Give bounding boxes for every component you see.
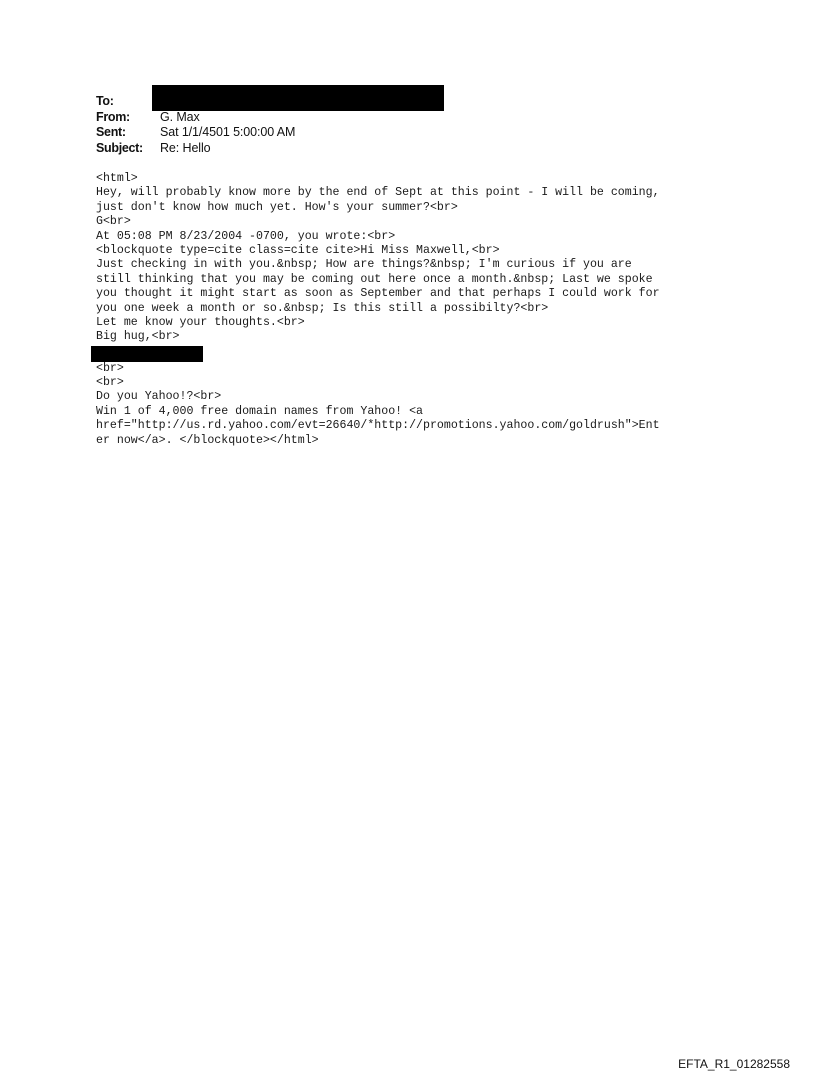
body-line: At 05:08 PM 8/23/2004 -0700, you wrote:<br> [96, 229, 396, 243]
body-line: <br> [96, 361, 124, 375]
from-label: From: [96, 109, 130, 124]
body-line: Hey, will probably know more by the end of Sept at this point - I will be coming, [96, 186, 660, 200]
sent-label: Sent: [96, 125, 126, 140]
body-line: Win 1 of 4,000 free domain names from Yahoo! <a [96, 404, 423, 418]
body-line: you one week a month or so.&nbsp; Is this still a possibilty?<br> [96, 301, 549, 315]
document-id: EFTA_R1_01282558 [678, 1057, 790, 1071]
body-line: <br> [96, 376, 124, 390]
body-line: just don't know how much yet. How's your summer?<br> [96, 200, 458, 214]
body-line: <blockquote type=cite class=cite cite>Hi Miss Maxwell,<br> [96, 243, 500, 257]
to-label: To: [96, 94, 114, 108]
body-line: G<br> [96, 215, 131, 229]
from-value: G. Max [160, 109, 200, 124]
subject-label: Subject: [96, 140, 143, 155]
subject-value: Re: Hello [160, 140, 211, 155]
email-header [96, 94, 295, 156]
body-line: Do you Yahoo!?<br> [96, 390, 222, 404]
body-line: Big hug,<br> [96, 330, 180, 344]
body-line: <html> [96, 172, 138, 185]
body-line: er now</a>. </blockquote></html> [96, 433, 319, 447]
body-line: href="http://us.rd.yahoo.com/evt=26640/*http://promotions.yahoo.com/goldrush">Ent [96, 419, 660, 433]
redaction-box-signature [91, 346, 203, 362]
from-row [96, 110, 295, 126]
body-line: still thinking that you may be coming out here once a month.&nbsp; Last we spoke [96, 272, 653, 286]
subject-row [96, 141, 295, 157]
body-line: Just checking in with you.&nbsp; How are things?&nbsp; I'm curious if you are [96, 258, 632, 272]
sent-value: Sat 1/1/4501 5:00:00 AM [160, 125, 296, 140]
body-line: Let me know your thoughts.<br> [96, 315, 305, 329]
sent-row [96, 125, 295, 141]
body-line: you thought it might start as soon as September and that perhaps I could work for [96, 287, 660, 301]
to-row [96, 94, 295, 110]
email-body [96, 172, 736, 448]
